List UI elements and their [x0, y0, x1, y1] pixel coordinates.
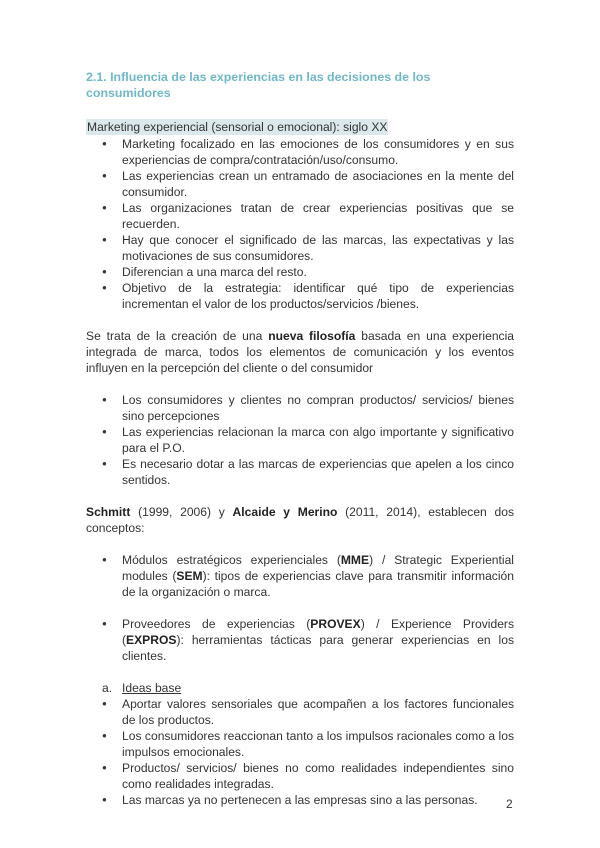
list-item: ● Marketing focalizado en las emociones de los consumidores y en sus experiencias de compra/contratación/uso/consumo. — [86, 136, 514, 168]
concepts-list — [86, 552, 514, 600]
acronym-mme: MME — [340, 553, 370, 567]
highlighted-title: Marketing experiencial (sensorial o emocional): siglo XX — [87, 120, 388, 134]
nueva-filosofia-paragraph — [86, 328, 514, 376]
list-item: ● Las experiencias relacionan la marca con algo importante y significativo para el P.O. — [86, 424, 514, 456]
paragraph-text: Se trata de la creación de una — [86, 329, 269, 343]
marketing-experiencial-title — [86, 119, 514, 136]
acronym-expros: EXPROS — [126, 633, 177, 647]
alpha-marker: a. — [102, 681, 113, 695]
concept-text: Módulos estratégicos experienciales ( — [122, 553, 341, 567]
percepciones-list — [86, 392, 514, 488]
concept-text: ): tipos de experiencias clave para transmitir información de la organización o marca. — [122, 569, 514, 599]
list-item: ● Objetivo de la estrategia: identificar qué tipo de experiencias incrementan el valor de los productos/servicios /bienes. — [86, 280, 514, 312]
list-item: ● Diferencian a una marca del resto. — [86, 264, 514, 280]
acronym-sem: SEM — [176, 569, 203, 583]
concept-text: Proveedores de experiencias ( — [122, 617, 311, 631]
paragraph-text: (2011, 2014), establecen dos conceptos: — [86, 505, 515, 535]
list-item: ● Las marcas ya no pertenecen a las empresas sino a las personas. — [86, 792, 514, 808]
ideas-base-list — [86, 696, 514, 808]
marketing-experiencial-list — [86, 136, 514, 312]
list-item: ● Hay que conocer el significado de las marcas, las expectativas y las motivaciones de sus consumidores. — [86, 232, 514, 264]
concept-provex — [86, 616, 514, 664]
author-alcaide-merino: Alcaide y Merino — [232, 505, 338, 519]
concept-text: ) / Experience Providers ( — [122, 617, 514, 647]
concept-mme — [86, 552, 514, 600]
list-item: ● Los consumidores y clientes no compran productos/ servicios/ bienes sino percepciones — [86, 392, 514, 424]
list-item: ● Las experiencias crean un entramado de asociaciones en la mente del consumidor. — [86, 168, 514, 200]
concept-text: ): herramientas tácticas para generar experiencias en los clientes. — [122, 633, 514, 663]
ideas-base-heading — [86, 680, 514, 696]
concept-text: ) / Strategic Experiential modules ( — [122, 553, 514, 583]
authors-paragraph — [86, 504, 514, 536]
section-heading: 2.1. Influencia de las experiencias en las decisiones de los consumidores — [86, 70, 431, 100]
page-number: 2 — [506, 797, 513, 811]
list-item: ● Es necesario dotar a las marcas de experiencias que apelen a los cinco sentidos. — [86, 456, 514, 488]
paragraph-text: basada en una experiencia integrada de marca, todos los elementos de comunicación y los eventos influyen en la percepción del cliente o del consumidor — [86, 329, 514, 375]
list-item: ● Productos/ servicios/ bienes no como realidades independientes sino como realidades integradas. — [86, 760, 514, 792]
concepts-list-2 — [86, 616, 514, 664]
page-content — [86, 69, 514, 808]
paragraph-text: (1999, 2006) y — [130, 505, 233, 519]
list-item: ● Aportar valores sensoriales que acompañen a los factores funcionales de los productos. — [86, 696, 514, 728]
list-item: ● Los consumidores reaccionan tanto a los impulsos racionales como a los impulsos emocionales. — [86, 728, 514, 760]
ideas-base-title: Ideas base — [122, 681, 182, 695]
list-item: ● Las organizaciones tratan de crear experiencias positivas que se recuerden. — [86, 200, 514, 232]
author-schmitt: Schmitt — [86, 505, 131, 519]
acronym-provex: PROVEX — [310, 617, 361, 631]
bold-term: nueva filosofía — [268, 329, 356, 343]
